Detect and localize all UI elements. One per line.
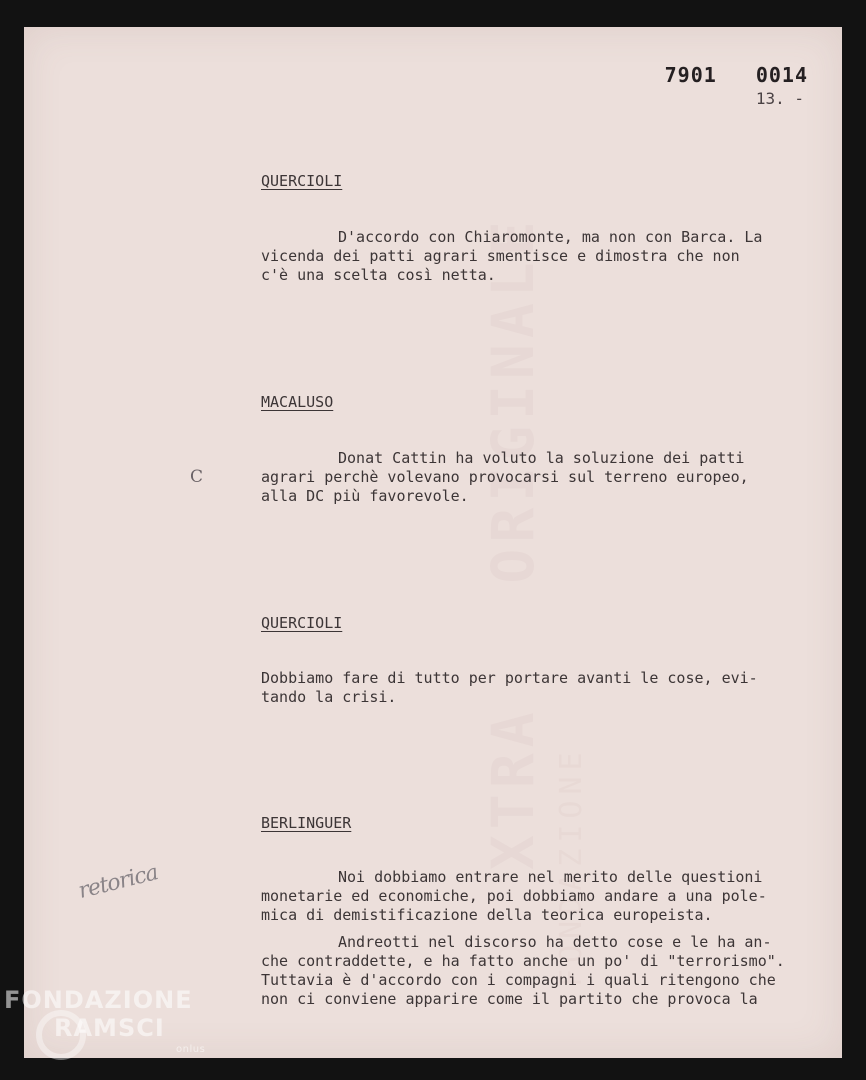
speaker-heading: QUERCIOLI xyxy=(261,614,343,632)
paragraph: Andreotti nel discorso ha detto cose e le ha an- che contraddette, e ha fatto anche un po' di "terrorismo". Tuttavia è d'accordo con i compagni i quali ritengono che non ci conviene apparire come il partito che provoca la xyxy=(261,933,785,1008)
speaker-heading: BERLINGUER xyxy=(261,814,352,832)
margin-letter-annotation: C xyxy=(190,467,204,487)
archive-code-a: 7901 xyxy=(664,63,717,87)
page-number: 13. - xyxy=(755,89,804,108)
paragraph: Donat Cattin ha voluto la soluzione dei patti agrari perchè volevano provocarsi sul terreno europeo, alla DC più favorevole. xyxy=(261,449,749,505)
watermark-line1: FONDAZIONE xyxy=(4,986,193,1014)
speaker-heading: QUERCIOLI xyxy=(261,172,343,190)
handwritten-margin-note: retorica xyxy=(75,860,161,904)
bleed-through-text: FONDAZIONE xyxy=(554,746,589,987)
paragraph: Dobbiamo fare di tutto per portare avanti le cose, evi- tando la crisi. xyxy=(261,669,758,706)
document-page xyxy=(24,27,842,1058)
paragraph: Noi dobbiamo entrare nel merito delle questioni monetarie ed economiche, poi dobbiamo andare a una pole- mica di demistificazione della teorica europeista. xyxy=(261,868,767,924)
watermark-line2: RAMSCI xyxy=(54,1014,165,1042)
paragraph: D'accordo con Chiaromonte, ma non con Barca. La vicenda dei patti agrari smentisce e dimostra che non c'è una scelta così netta. xyxy=(261,228,763,284)
watermark-line3: onlus xyxy=(176,1044,206,1055)
archive-code-b: 0014 xyxy=(755,63,808,87)
bleed-through-stamp: XTRA ORIGINALE xyxy=(479,215,547,870)
foundation-watermark-logo xyxy=(4,986,206,1055)
archive-code xyxy=(665,63,808,87)
speaker-heading: MACALUSO xyxy=(261,393,334,411)
